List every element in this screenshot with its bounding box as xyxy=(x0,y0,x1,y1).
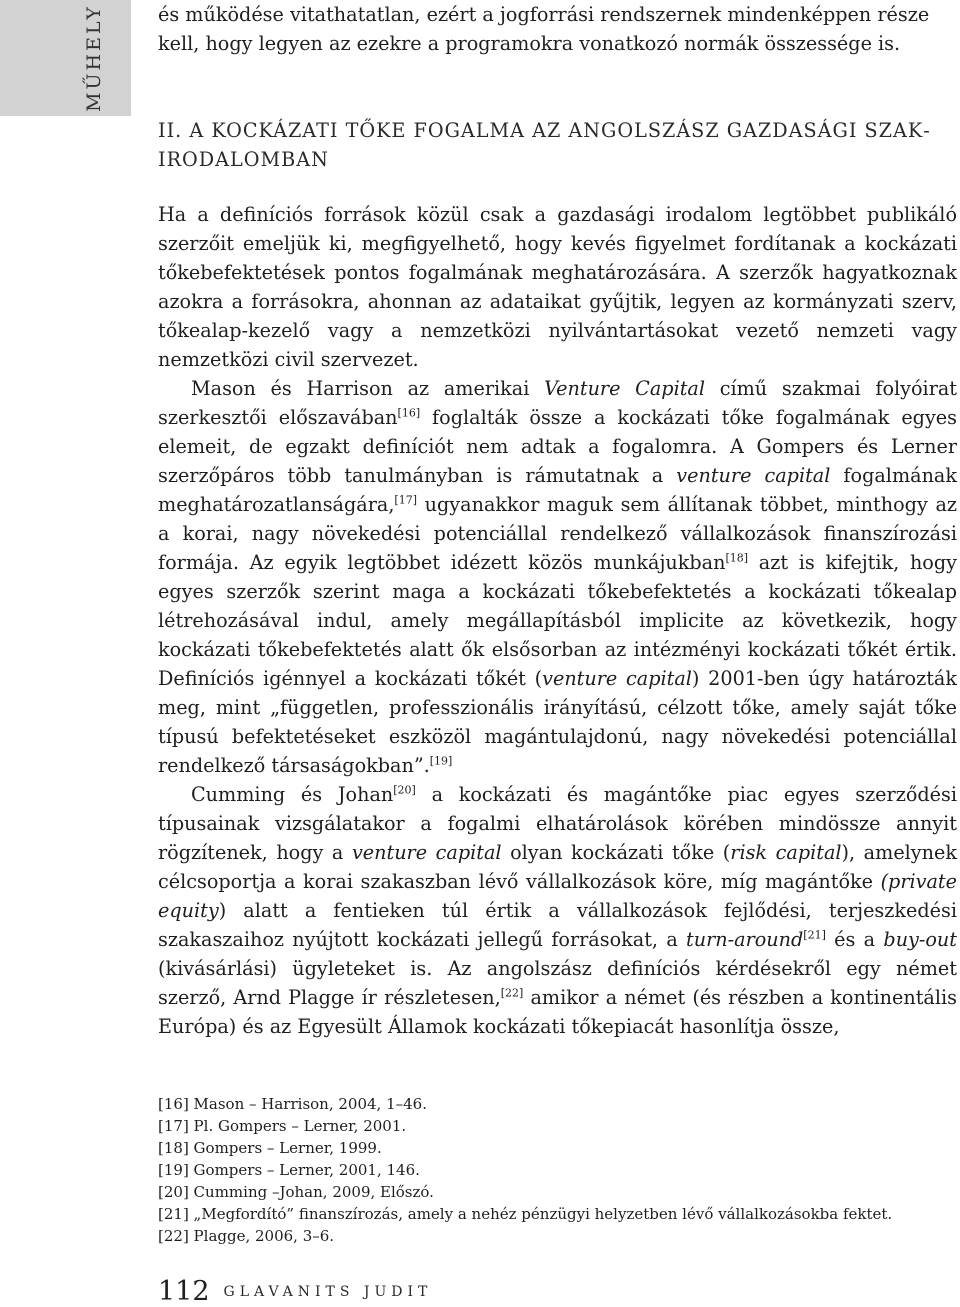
page-footer xyxy=(158,1276,432,1307)
p2-italic-term: venture capital xyxy=(676,464,831,487)
intro-line-2: kell, hogy legyen az ezekre a programokra vonatkozó normák összessége is. xyxy=(158,32,901,55)
running-author: GLAVANITS JUDIT xyxy=(223,1283,433,1300)
footnote-ref-16[interactable]: [16] xyxy=(397,406,421,420)
p2-text: Mason és Harrison az amerikai xyxy=(191,377,545,400)
footnote-ref-19[interactable]: [19] xyxy=(429,754,453,768)
p3-text: a kockázati és magántőke piac egyes szerződési típusainak vizsgálatakor a fogalmi elhatárolások körében mindössze annyit rögzítenek, hogy a xyxy=(158,783,957,864)
p3-italic-term: buy-out xyxy=(883,928,957,951)
paragraph-1: Ha a definíciós források közül csak a gazdasági irodalom legtöbbet publikáló szerzőit emeljük ki, megfigyelhető, hogy kevés figyelmet fordítanak a kockázati tőkebefektetések pontos fogalmának meghatározására. A szerzők hagyatkoznak azokra a forrásokra, ahonnan az adataikat gyűjtik, legyen az kormányzati szerv, tőkealap-kezelő vagy a nemzetközi nyilvántartásokat vezető nemzeti vagy nemzetközi civil szervezet. xyxy=(158,203,957,371)
body-text xyxy=(158,200,957,1041)
p3-text: olyan kockázati tőke ( xyxy=(501,841,731,864)
footnote-22: [22] Plagge, 2006, 3–6. xyxy=(158,1227,335,1245)
p2-text: fogalmának meghatározatlanságára, xyxy=(158,464,958,516)
footnote-ref-20[interactable]: [20] xyxy=(393,783,416,797)
p2-text: foglalták össze a kockázati tőke fogalmának egyes elemeit, de egzakt definíciót nem adtak a fogalomra. A Gompers és Lerner szerzőpáros több tanulmányban is rámutatnak a xyxy=(158,406,958,487)
p3-italic-term: (private equity xyxy=(158,870,957,922)
p2-text: azt is kifejtik, hogy egyes szerzők szerint maga a kockázati tőkebefektetés a kockázati tőkealap létrehozásával indul, amely megállapításból implicite az következik, hogy kockázati tőkebefektetés alatt ők elsősorban az intézményi kockázati tőkét értik. Definíciós igénnyel a kockázati tőkét ( xyxy=(158,551,957,690)
footnotes xyxy=(158,1093,958,1247)
footnote-18: [18] Gompers – Lerner, 1999. xyxy=(158,1139,382,1157)
footnote-16: [16] Mason – Harrison, 2004, 1–46. xyxy=(158,1095,427,1113)
p3-italic-term: risk capital xyxy=(730,841,842,864)
footnote-ref-21[interactable]: [21] xyxy=(803,928,826,942)
intro-paragraph xyxy=(158,0,957,58)
p2-text: ) 2001-ben úgy határozták meg, mint „független, professzionális irányítású, célzott tőke, amely saját tőke típusú befektetéseket eszközöl magántulajdonú, nagy növekedési potenciállal rendelkező társaságokban”. xyxy=(158,667,957,777)
p3-text: Cumming és Johan xyxy=(191,783,394,806)
p3-italic-term: turn-around xyxy=(686,928,804,951)
p2-italic-term: venture capital xyxy=(542,667,692,690)
footnote-21: [21] „Megfordító” finanszírozás, amely a nehéz pénzügyi helyzetben lévő vállalkozásokba fektet. xyxy=(158,1205,893,1223)
intro-line-1: és működése vitathatatlan, ezért a jogforrási rendszernek mindenképpen része xyxy=(158,3,930,26)
p3-text: amikor a német (és részben a kontinentális Európa) és az Egyesült Államok kockázati tőkepiacát hasonlítja össze, xyxy=(158,986,957,1038)
section-heading: II. A KOCKÁZATI TŐKE FOGALMA AZ ANGOLSZÁSZ GAZDASÁGI SZAKIRODALOMBAN xyxy=(158,119,930,171)
p3-text: ), amelynek célcsoportja a korai szakaszban lévő vállalkozások köre, míg magántőke xyxy=(158,841,957,893)
page-number: 112 xyxy=(158,1276,210,1307)
p3-text: és a xyxy=(825,928,884,951)
footnote-ref-22[interactable]: [22] xyxy=(500,986,524,1000)
paragraph-3 xyxy=(158,780,957,1041)
p2-text: című szakmai folyóirat szerkesztői előszavában xyxy=(158,377,958,429)
p3-italic-term: venture capital xyxy=(351,841,502,864)
p3-text: ) alatt a fentieken túl értik a vállalkozások fejlődési, terjeszkedési szakaszaihoz nyújtott kockázati jellegű forrásokat, a xyxy=(158,899,957,951)
footnote-20: [20] Cumming –Johan, 2009, Előszó. xyxy=(158,1183,434,1201)
footnote-ref-17[interactable]: [17] xyxy=(394,493,418,507)
footnote-ref-18[interactable]: [18] xyxy=(725,551,749,565)
paragraph-2 xyxy=(158,374,957,780)
footnote-19: [19] Gompers – Lerner, 2001, 146. xyxy=(158,1161,420,1179)
p3-text: (kivásárlási) ügyleteket is. Az angolszász definíciós kérdésekről egy német szerző, Arnd Plagge ír részletesen, xyxy=(158,957,957,1009)
section-tab xyxy=(0,0,131,116)
p2-text: ugyanakkor maguk sem állítanak többet, minthogy az a korai, nagy növekedési potenciállal rendelkező vállalkozások finanszírozási formája. Az egyik legtöbbet idézett közös munkájukban xyxy=(158,493,957,574)
section-tab-label: MŰHELY xyxy=(83,4,105,112)
footnote-17: [17] Pl. Gompers – Lerner, 2001. xyxy=(158,1117,407,1135)
p2-italic-journal: Venture Capital xyxy=(544,377,706,400)
